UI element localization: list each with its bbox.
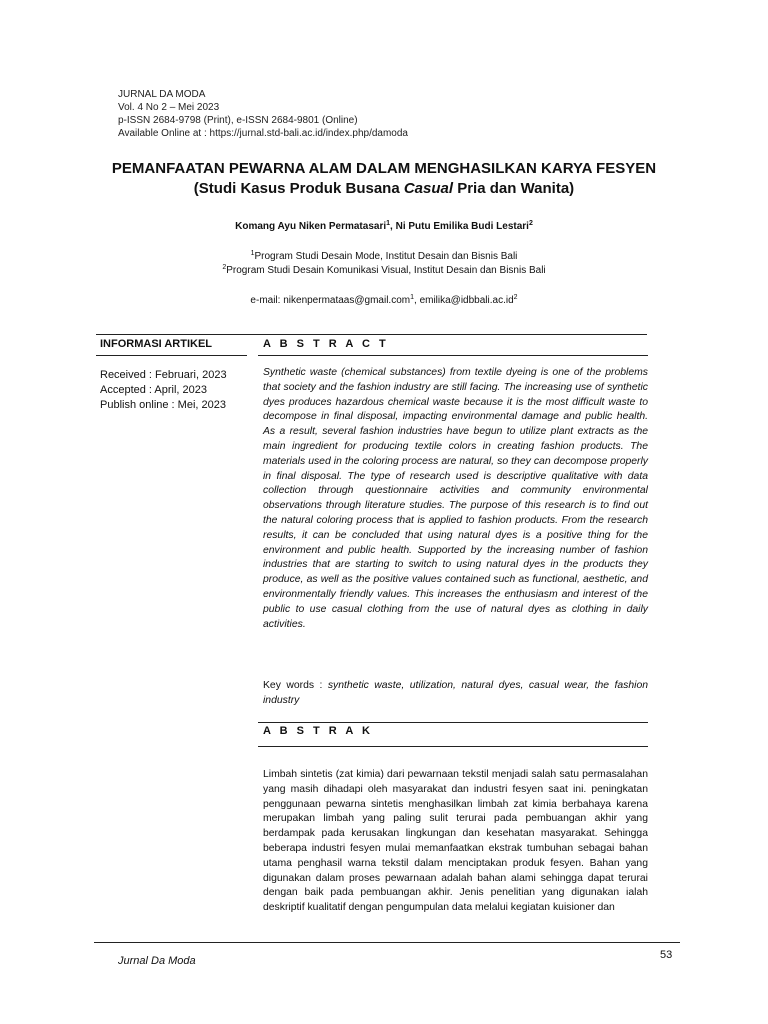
author-sep: , [390, 221, 396, 232]
keywords [263, 679, 648, 709]
email-prefix: e-mail: [250, 295, 284, 306]
email-1[interactable]: nikenpermataas@gmail.com [283, 295, 411, 306]
keywords-values: synthetic waste, utilization, natural dyes, casual wear, the fashion industry [263, 680, 648, 706]
affiliation-1-sup: 1 [250, 250, 255, 257]
journal-issn: p-ISSN 2684-9798 (Print), e-ISSN 2684-9801 (Online) [118, 115, 358, 126]
date-accepted: Accepted : April, 2023 [100, 384, 208, 396]
article-dates [100, 368, 227, 413]
page-number: 53 [660, 949, 673, 961]
email-line [60, 295, 708, 306]
footer-divider [94, 942, 680, 943]
author-2: Ni Putu Emilika Budi Lestari [395, 221, 529, 232]
authors [60, 221, 708, 232]
journal-volume: Vol. 4 No 2 – Mei 2023 [118, 102, 220, 113]
affiliation-1 [60, 251, 708, 262]
affiliation-2 [60, 265, 708, 276]
author-1: Komang Ayu Niken Permatasari [235, 221, 387, 232]
footer-journal-name: Jurnal Da Moda [118, 955, 196, 967]
abstrak-top-divider [258, 722, 648, 723]
author-2-sup: 2 [528, 220, 533, 227]
journal-online-url: Available Online at : https://jurnal.std-bali.ac.id/index.php/damoda [118, 128, 408, 139]
title-line2-post: Pria dan Wanita) [453, 180, 575, 197]
top-divider [96, 334, 647, 335]
title-line2-italic: Casual [403, 180, 454, 197]
abstract-heading: A B S T R A C T [263, 338, 389, 350]
info-heading: INFORMASI ARTIKEL [100, 338, 213, 350]
date-published: Publish online : Mei, 2023 [100, 399, 226, 411]
abstract-divider [258, 355, 648, 356]
journal-info [118, 88, 408, 140]
journal-name: JURNAL DA MODA [118, 89, 206, 100]
affiliation-2-sup: 2 [222, 264, 227, 271]
keywords-label: Key words : [263, 680, 328, 691]
title-line2-pre: (Studi Kasus Produk Busana [193, 180, 404, 197]
info-divider [96, 355, 247, 356]
paper-title-line1: PEMANFAATAN PEWARNA ALAM DALAM MENGHASILKAN KARYA FESYEN [111, 160, 657, 177]
abstrak-heading: A B S T R A K [263, 725, 373, 737]
email-sep: , [414, 295, 420, 306]
affiliation-2-text: Program Studi Desain Komunikasi Visual, Institut Desain dan Bisnis Bali [226, 265, 546, 276]
date-received: Received : Februari, 2023 [100, 369, 227, 381]
abstract-body: Synthetic waste (chemical substances) from textile dyeing is one of the problems that society and the fashion industry are still facing. The increasing use of synthetic dyes produces hazardous chemical waste because it is the most difficult waste to decompose in final disposal, impacting environmental damage and public health. As a result, several fashion industries have begun to utilize plant extracts as the main ingredient for producing textile colors in creating fashion products. The materials used in the coloring process are natural, so they can decompose properly in final disposal. The type of research used is descriptive qualitative with data collection through questionnaire activities and community environmental observations through literature studies. The purpose of this research is to find out the natural coloring process that is applied to fashion products. From the research results, it can be concluded that using natural dyes is a positive thing for the environment and public health. Supported by the increasing number of fashion industries that are starting to switch to using natural dyes in the products they produce, as well as the positive values contained such as functional, aesthetic, and environmentally friendly values. This increases the enthusiasm and interest of the public to use casual clothing from the use of natural dyes as clothing in daily activities. [263, 367, 648, 630]
email-2[interactable]: emilika@idbbali.ac.id [419, 295, 514, 306]
abstrak-body: Limbah sintetis (zat kimia) dari pewarnaan tekstil menjadi salah satu permasalahan yang masih dihadapi oleh masyarakat dan industri fesyen saat ini. peningkatan penggunaan pewarna sintetis menghasilkan limbah zat kimia berbahaya karena merupakan limbah yang paling sulit terurai pada pembuangan akhir yang berdampak pada kerusakan lingkungan dan kesehatan masyarakat. Sehingga beberapa industri fesyen mulai memanfaatkan ekstrak tumbuhan sebagai bahan utama penghasil warna tekstil dalam menciptakan produk fesyen. Bahan yang digunakan dalam proses pewarnaan adalah bahan alami sehingga dapat terurai dengan baik pada pembuangan akhir. Jenis penelitian yang digunakan ialah deskriptif kualitatif dengan pengumpulan data melalui kegiatan kuisioner dan [263, 769, 648, 914]
email-1-sup: 1 [410, 294, 414, 301]
author-1-sup: 1 [386, 220, 391, 227]
affiliation-1-text: Program Studi Desain Mode, Institut Desain dan Bisnis Bali [254, 251, 518, 262]
email-2-sup: 2 [513, 294, 518, 301]
abstrak-bottom-divider [258, 746, 648, 747]
paper-title-line2 [60, 180, 708, 197]
